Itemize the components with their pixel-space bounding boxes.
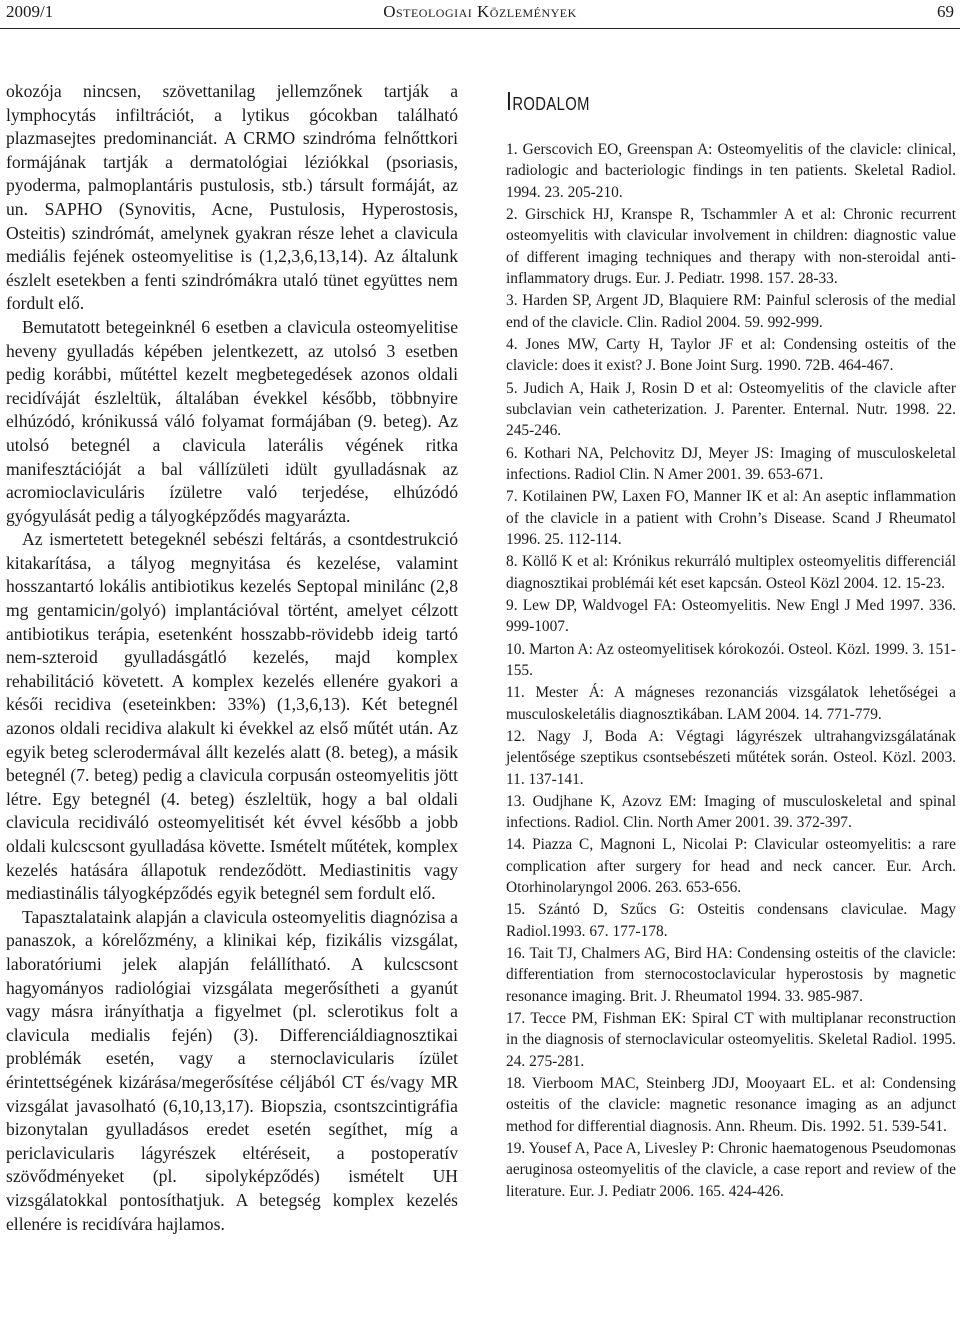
body-text-column: [6, 80, 458, 1236]
reference-item: 18. Vierboom MAC, Steinberg JDJ, Mooyaart EL. et al: Condensing osteitis of the clavicle: magnetic resonance imaging as an adjunct method for differential diagnosis. Ann. Rheum. Dis. 1992. 51. 539-541.: [506, 1075, 956, 1135]
body-paragraph: Bemutatott betegeinknél 6 esetben a clavicula osteomyelitise heveny gyulladás képében jelentkezett, az utolsó 3 esetben pedig korábbi, műtéttel kezelt megbetegedések azonos oldali recidíváját észleltük, általában évekkel később, többnyire elhúzódó, krónikussá váló folyamat formájában (9. beteg). Az utolsó betegnél a clavicula laterális végének ritka manifesztációját a bal vállízületi idült gyulladásnak az acromioclaviculáris ízületre való terjedése, elhúzódó gyógyulását pedig a tályogképződés magyarázta.: [6, 316, 458, 526]
reference-item: 14. Piazza C, Magnoni L, Nicolai P: Clavicular osteomyelitis: a rare complication after surgery for head and neck cancer. Eur. Arch. Otorhinolaryngol 2006. 263. 653-656.: [506, 836, 956, 897]
reference-item: 4. Jones MW, Carty H, Taylor JF et al: Condensing osteitis of the clavicle: does it exist? J. Bone Joint Surg. 1990. 72B. 464-467.: [506, 336, 956, 375]
reference-list: [506, 139, 956, 1202]
reference-item: 10. Marton A: Az osteomyelitisek kórokozói. Osteol. Közl. 1999. 3. 151-155.: [506, 640, 956, 679]
reference-item: 12. Nagy J, Boda A: Végtagi lágyrészek ultrahangvizsgálatának jelentősége szeptikus csontsebészeti műtétek során. Osteol. Közl. 2003. 11. 137-141.: [506, 727, 956, 788]
reference-item: 5. Judich A, Haik J, Rosin D et al: Osteomyelitis of the clavicle after subclavian vein catheterization. J. Parenter. Enternal. Nutr. 1998. 22. 245-246.: [506, 379, 956, 440]
issue-number: 2009/1: [6, 2, 54, 21]
reference-item: 6. Kothari NA, Pelchovitz DJ, Meyer JS: Imaging of musculoskeletal infections. Radiol Clin. N Amer 2001. 39. 653-671.: [506, 444, 956, 484]
reference-item: 17. Tecce PM, Fishman EK: Spiral CT with multiplanar reconstruction in the diagnosis of sternoclavicular osteomyelitis. Skeletal Radiol. 1995. 24. 275-281.: [506, 1010, 956, 1070]
reference-item: 15. Szántó D, Szűcs G: Osteitis condensans claviculae. Magy Radiol.1993. 67. 177-178.: [506, 901, 956, 940]
reference-item: 2. Girschick HJ, Kranspe R, Tschammler A et al: Chronic recurrent osteomyelitis with clavicular involvement in children: diagnostic value of different imaging techniques and therapy with non-steroidal anti-inflammatory drugs. Eur. J. Pediatr. 1998. 157. 28-33.: [506, 206, 956, 288]
reference-item: 8. Köllő K et al: Krónikus rekurráló multiplex osteomyelitis differenciál diagnosztikai problémái két eset kapcsán. Osteol Közl 2004. 12. 15-23.: [506, 553, 956, 592]
running-header: [0, 0, 960, 29]
reference-item: 13. Oudjhane K, Azovz EM: Imaging of musculoskeletal and spinal infections. Radiol. Clin. North Amer 2001. 39. 372-397.: [506, 792, 956, 832]
body-paragraph: Az ismertetett betegeknél sebészi feltárás, a csontdestrukció kitakarítása, a tályog megnyitása és kezelése, valamint hosszantartó lokális antibiotikus kezelés Septopal minilánc (2,8 mg gentamicin/golyó) implantációval történt, amelyet célzott antibiotikus terápia, esetenként hosszabb-rövidebb ideig tartó nem-szteroid gyulladásgátló kezelés, majd komplex rehabilitáció követett. A komplex kezelés ellenére gyakori a késői recidiva (eseteinkben: 33%) (1,3,6,13). Két betegnél azonos oldali recidiva alakult ki évekkel az első műtét után. Az egyik beteg sclerodermával állt kezelés alatt (8. beteg), a másik betegnél (7. beteg) pedig a clavicula corpusán osteomyelitis jött létre. Egy betegnél (4. beteg) észleltük, hogy a bal oldali clavicula recidiváló osteomyelitisét két évvel később a jobb oldali kulcscsont gyulladása követte. Ismételt műtétek, komplex kezelés hatására állapotuk rendeződött. Mediastinitis vagy mediastinális tályogképződés egyik betegnél sem fordult elő.: [6, 529, 458, 904]
references-column: [506, 86, 956, 1203]
journal-title: Osteologiai Közlemények: [383, 2, 577, 21]
reference-item: 16. Tait TJ, Chalmers AG, Bird HA: Condensing osteitis of the clavicle: differentiation from sternocostoclavicular hyperostosis by magnetic resonance imaging. Brit. J. Rheumatol 1994. 33. 985-987.: [506, 944, 956, 1005]
reference-item: 11. Mester Á: A mágneses rezonanciás vizsgálatok lehetőségei a musculoskeletális diagnosztikában. LAM 2004. 14. 771-779.: [506, 684, 956, 723]
reference-item: 1. Gerscovich EO, Greenspan A: Osteomyelitis of the clavicle: clinical, radiologic and bacteriologic findings in ten patients. Skeletal Radiol. 1994. 23. 205-210.: [506, 141, 956, 201]
references-heading: Irodalom: [506, 86, 590, 116]
body-paragraph: Tapasztalataink alapján a clavicula osteomyelitis diagnózisa a panaszok, a kórelőzmény, a klinikai kép, fizikális vizsgálat, laboratóriumi jelek alapján felállítható. A kulcscsont hagyományos radiológiai vizsgálata megerősítheti a gyanút vagy másra irányíthatja a figyelmet (pl. sclerotikus folt a clavicula medialis fején) (3). Differenciáldiagnosztikai problémák esetén, vagy a sternoclavicularis ízület érintettségének kizárása/megerősítése céljából CT és/vagy MR vizsgálat javasolható (6,10,13,17). Biopszia, csontszcintigráfia bizonytalan gyulladásos eredet esetén segíthet, míg a periclavicularis lágyrészek eltéréseit, a postoperatív szövődményeket (pl. sipolyképződés) ismételt UH vizsgálatokkal pontosíthatjuk. A betegség komplex kezelés ellenére is recidívára hajlamos.: [6, 906, 458, 1234]
reference-item: 7. Kotilainen PW, Laxen FO, Manner IK et al: An aseptic inflammation of the clavicle in a patient with Crohn’s Disease. Scand J Rheumatol 1996. 25. 112-114.: [506, 488, 956, 549]
reference-item: 9. Lew DP, Waldvogel FA: Osteomyelitis. New Engl J Med 1997. 336. 999-1007.: [506, 596, 956, 636]
body-paragraph: okozója nincsen, szövettanilag jellemzőnek tartják a lymphocytás infiltrációt, a lytikus gócokban található plazmasejtes predominanciát. A CRMO szindróma felnőttkori formájának tartják a dermatológiai léziókkal (psoriasis, pyoderma, palmoplantáris pustulosis, stb.) társult formáját, az un. SAPHO (Synovitis, Acne, Pustulosis, Hyperostosis, Osteitis) szindrómát, amelynek gyakran része lehet a clavicula mediális fejének osteomyelitise is (1,2,3,6,13,14). Az általunk észlelt esetekben a fenti szindrómákra utaló tünet együttes nem fordult elő.: [6, 81, 458, 314]
reference-item: 3. Harden SP, Argent JD, Blaquiere RM: Painful sclerosis of the medial end of the clavicle. Clin. Radiol 2004. 59. 992-999.: [506, 292, 956, 331]
reference-item: 19. Yousef A, Pace A, Livesley P: Chronic haematogenous Pseudomonas aeruginosa osteomyelitis of the clavicle, a case report and review of the literature. Eur. J. Pediatr 2006. 165. 424-426.: [506, 1140, 956, 1200]
page-number: 69: [937, 2, 954, 21]
